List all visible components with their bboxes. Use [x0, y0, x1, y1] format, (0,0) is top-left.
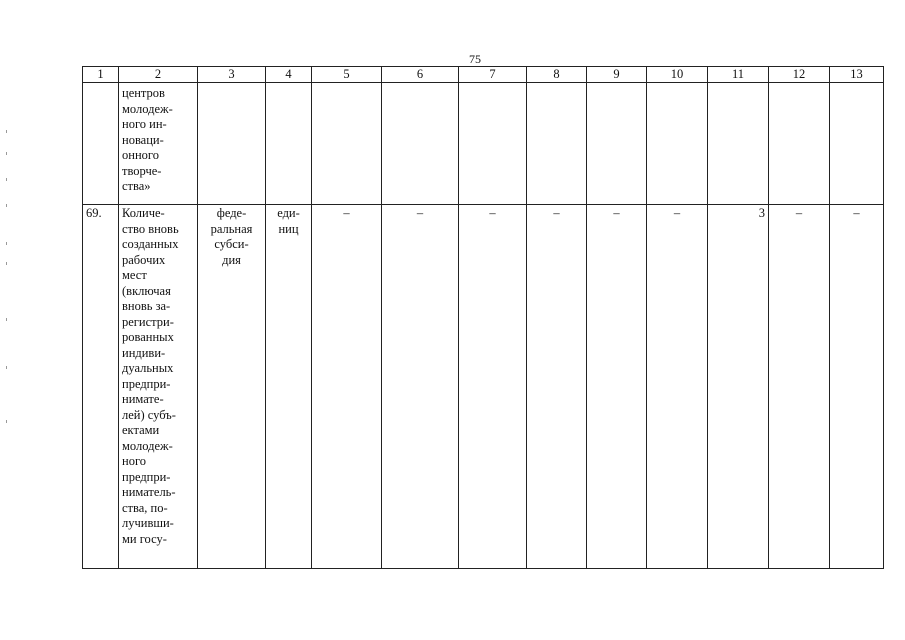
unit: [266, 83, 312, 205]
column-header: 6: [382, 67, 459, 83]
value-cell: [769, 83, 830, 205]
row-number: [83, 83, 119, 205]
row-number: 69.: [83, 205, 119, 569]
value-cell: –: [312, 205, 382, 569]
column-header: 7: [459, 67, 527, 83]
funding-source: [198, 83, 266, 205]
value-cell: –: [527, 205, 587, 569]
value-cell: –: [587, 205, 647, 569]
column-header: 1: [83, 67, 119, 83]
data-table: [82, 66, 884, 569]
column-header: 8: [527, 67, 587, 83]
indicator-name: Количе- ство вновь созданных рабочих мест (включая вновь за- регистри- рованных индиви- дуальных предпри- нимате- лей) субъ- ектами молодеж- ного предпри- ниматель- ства, по- лучивши- ми госу-: [119, 205, 198, 569]
value-cell: –: [830, 205, 884, 569]
value-cell: [708, 83, 769, 205]
page-number: 75: [469, 52, 481, 66]
funding-source: феде- ральная субси- дия: [198, 205, 266, 569]
value-cell: 3: [708, 205, 769, 569]
unit: еди- ниц: [266, 205, 312, 569]
column-header: 13: [830, 67, 884, 83]
column-header: 11: [708, 67, 769, 83]
value-cell: –: [459, 205, 527, 569]
table-header-row: [83, 67, 884, 83]
value-cell: [647, 83, 708, 205]
value-cell: –: [769, 205, 830, 569]
table-row: [83, 83, 884, 205]
value-cell: –: [382, 205, 459, 569]
value-cell: [382, 83, 459, 205]
value-cell: [527, 83, 587, 205]
column-header: 4: [266, 67, 312, 83]
indicator-name: центров молодеж- ного ин- новаци- онного творче- ства»: [119, 83, 198, 205]
value-cell: [459, 83, 527, 205]
value-cell: [830, 83, 884, 205]
value-cell: [312, 83, 382, 205]
column-header: 12: [769, 67, 830, 83]
table-row: [83, 205, 884, 569]
column-header: 9: [587, 67, 647, 83]
value-cell: [587, 83, 647, 205]
column-header: 5: [312, 67, 382, 83]
value-cell: –: [647, 205, 708, 569]
column-header: 10: [647, 67, 708, 83]
column-header: 3: [198, 67, 266, 83]
column-header: 2: [119, 67, 198, 83]
